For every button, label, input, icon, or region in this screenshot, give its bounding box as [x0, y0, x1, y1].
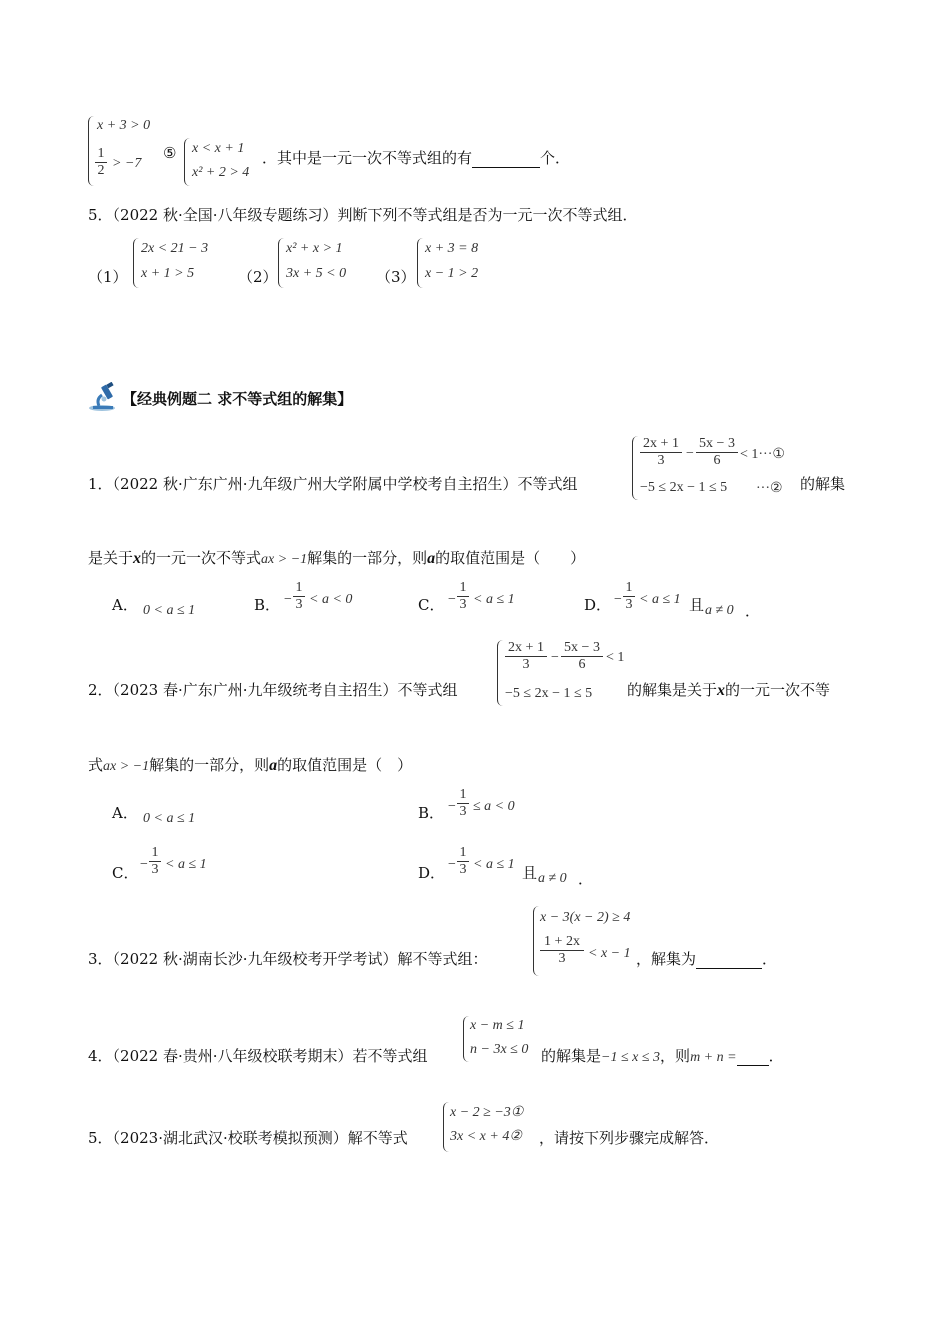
fraction: [293, 580, 305, 613]
fraction: [640, 436, 682, 469]
fraction-num: 1: [459, 580, 467, 595]
option-b[interactable]: < a < 0: [309, 592, 353, 607]
fraction: [540, 934, 584, 967]
text: 式: [88, 756, 104, 774]
fraction-num: 5x − 3: [564, 640, 600, 655]
sys4-line1: x + 3 > 0: [97, 118, 151, 133]
fraction-den: 3: [540, 950, 584, 967]
text: ，解集为: [636, 950, 697, 968]
q1-suffix: 的解集: [800, 475, 846, 493]
q4-line2: n − 3x ≤ 0: [470, 1042, 529, 1057]
sys4-line2: > −7: [112, 156, 142, 171]
q1-prefix: 1．（2022 秋·广东广州·九年级广州大学附属中学校考自主招生）不等式组: [88, 475, 578, 493]
brace: [278, 238, 284, 288]
minus-sign: −: [448, 799, 456, 814]
brace: [417, 238, 423, 288]
brace: [533, 906, 539, 976]
fraction-den: 6: [696, 452, 738, 469]
q5-prefix: 5．（2023·湖北武汉·校联考模拟预测）解不等式: [88, 1129, 408, 1147]
part-2-label: （2）: [238, 268, 278, 286]
option-b[interactable]: ≤ a < 0: [473, 799, 515, 814]
fraction: [95, 146, 107, 179]
var-x: x: [717, 682, 726, 699]
q3-line2-rest: < x − 1: [588, 946, 631, 961]
fraction-den: 6: [561, 656, 603, 673]
circled-5: ⑤: [163, 144, 177, 162]
fraction-den: 3: [640, 452, 682, 469]
fraction-num: 1: [97, 146, 105, 161]
q1-line2: [88, 547, 585, 568]
brace: [463, 1016, 469, 1062]
q4-suffix: [541, 1045, 784, 1066]
fraction-den: 2: [95, 162, 107, 179]
text: 的解集是关于: [627, 681, 718, 699]
fraction: [149, 845, 161, 878]
question-5-stem: 5．（2022 秋·全国·八年级专题练习）判断下列不等式组是否为一元一次不等式组．: [88, 206, 638, 224]
minus-sign: −: [448, 592, 456, 607]
fraction: [561, 640, 603, 673]
q5-line1: x − 2 ≥ −3①: [450, 1105, 524, 1120]
answer-blank[interactable]: [696, 954, 762, 969]
fraction: [505, 640, 547, 673]
option-d-and: 且: [522, 864, 538, 882]
minus-sign: −: [551, 650, 559, 665]
fraction: [457, 580, 469, 613]
inequality: ax > −1: [103, 759, 150, 774]
option-c[interactable]: < a ≤ 1: [473, 592, 515, 607]
fraction-num: 1: [459, 845, 467, 860]
text: ，则: [660, 1047, 691, 1065]
q4-line1: x − m ≤ 1: [470, 1018, 525, 1033]
option-c-label[interactable]: C．: [418, 596, 445, 614]
part-1-line2: x + 1 > 5: [141, 266, 195, 281]
minus-sign: −: [284, 592, 292, 607]
tail-end: 个．: [540, 149, 571, 167]
fraction-num: 1: [459, 787, 467, 802]
q2-line1-rest: < 1: [606, 650, 625, 665]
text: ．: [768, 1047, 784, 1065]
var-a: a: [269, 757, 278, 774]
option-d-cond: a ≠ 0: [705, 603, 734, 618]
fraction-num: 2x + 1: [508, 640, 544, 655]
fraction: [623, 580, 635, 613]
q2-line2: [88, 754, 412, 775]
option-a-label[interactable]: A．: [112, 804, 138, 822]
part-3-line1: x + 3 = 8: [425, 241, 479, 256]
fraction-num: 1 + 2x: [544, 934, 580, 949]
var-x: x: [133, 550, 142, 567]
answer-blank[interactable]: [737, 1051, 769, 1066]
option-d[interactable]: < a ≤ 1: [639, 592, 681, 607]
q4-prefix: 4．（2022 春·贵州·八年级校联考期末）若不等式组: [88, 1047, 428, 1065]
question-tail: [262, 147, 570, 168]
part-3-line2: x − 1 > 2: [425, 266, 479, 281]
part-1-label: （1）: [88, 268, 128, 286]
period: ．: [578, 870, 594, 888]
sys5-line2: x² + 2 > 4: [192, 165, 250, 180]
option-d-label[interactable]: D．: [418, 864, 446, 882]
fraction-den: 3: [457, 596, 469, 613]
fraction-den: 3: [457, 861, 469, 878]
fraction-den: 3: [457, 803, 469, 820]
fraction: [696, 436, 738, 469]
part-3-label: （3）: [376, 268, 416, 286]
sys5-line1: x < x + 1: [192, 141, 245, 156]
option-a-label[interactable]: A．: [112, 596, 138, 614]
option-b-label[interactable]: B．: [418, 804, 445, 822]
solution-range: −1 ≤ x ≤ 3: [601, 1050, 661, 1065]
q2-prefix: 2．（2023 春·广东广州·九年级统考自主招生）不等式组: [88, 681, 458, 699]
part-1-line1: 2x < 21 − 3: [141, 241, 209, 256]
option-a[interactable]: 0 < a ≤ 1: [143, 603, 196, 618]
text: 的取值范围是（ ）: [435, 549, 586, 567]
fraction-den: 3: [623, 596, 635, 613]
fraction: [457, 787, 469, 820]
q3-suffix: [636, 948, 777, 969]
text: 是关于: [88, 549, 134, 567]
text: ．: [762, 950, 778, 968]
q1-line1-rest: < 1···①: [740, 447, 785, 462]
text: 解集的一部分，则: [149, 756, 270, 774]
text: 的取值范围是（ ）: [277, 756, 413, 774]
option-d-label[interactable]: D．: [584, 596, 612, 614]
q2-line2: −5 ≤ 2x − 1 ≤ 5: [505, 686, 593, 701]
var-a: a: [427, 550, 436, 567]
option-c-label[interactable]: C．: [112, 864, 139, 882]
option-b-label[interactable]: B．: [254, 596, 281, 614]
fraction-num: 1: [151, 845, 159, 860]
text: 的解集是: [541, 1047, 602, 1065]
fraction-num: 1: [625, 580, 633, 595]
q1-line2-tag: ···②: [756, 481, 783, 496]
brace: [88, 116, 94, 186]
q5-suffix: ，请按下列步骤完成解答．: [539, 1129, 720, 1147]
q3-line1: x − 3(x − 2) ≥ 4: [540, 910, 631, 925]
minus-sign: −: [614, 592, 622, 607]
inequality: ax > −1: [261, 552, 308, 567]
option-c[interactable]: < a ≤ 1: [165, 857, 207, 872]
fraction-den: 3: [505, 656, 547, 673]
brace: [443, 1102, 449, 1152]
brace: [133, 238, 139, 288]
option-a[interactable]: 0 < a ≤ 1: [143, 811, 196, 826]
minus-sign: −: [140, 857, 148, 872]
period: ．: [745, 602, 761, 620]
minus-sign: −: [448, 857, 456, 872]
option-d-and: 且: [689, 596, 705, 614]
answer-blank[interactable]: [472, 153, 540, 168]
fraction-num: 1: [295, 580, 303, 595]
q2-suffix: [627, 679, 830, 700]
fraction-den: 3: [293, 596, 305, 613]
fraction-num: 2x + 1: [643, 436, 679, 451]
q3-prefix: 3．（2022 秋·湖南长沙·九年级校考开学考试）解不等式组：: [88, 950, 488, 968]
q5-line2: 3x < x + 4②: [450, 1129, 522, 1144]
brace: [632, 436, 638, 500]
part-2-line2: 3x + 5 < 0: [286, 266, 347, 281]
text: 的一元一次不等式: [141, 549, 262, 567]
expression: m + n =: [690, 1050, 737, 1065]
section-title: 【经典例题二 求不等式组的解集】: [122, 390, 353, 408]
minus-sign: −: [686, 446, 694, 461]
fraction: [457, 845, 469, 878]
part-2-line1: x² + x > 1: [286, 241, 343, 256]
fraction-den: 3: [149, 861, 161, 878]
q1-line2: −5 ≤ 2x − 1 ≤ 5: [640, 480, 728, 495]
brace: [184, 138, 190, 186]
option-d-cond: a ≠ 0: [538, 871, 567, 886]
tail-text: ．其中是一元一次不等式组的有: [262, 149, 473, 167]
text: 的一元一次不等: [725, 681, 831, 699]
text: 解集的一部分，则: [307, 549, 428, 567]
fraction-num: 5x − 3: [699, 436, 735, 451]
option-d[interactable]: < a ≤ 1: [473, 857, 515, 872]
brace: [497, 640, 503, 706]
microscope-icon: [88, 382, 122, 412]
